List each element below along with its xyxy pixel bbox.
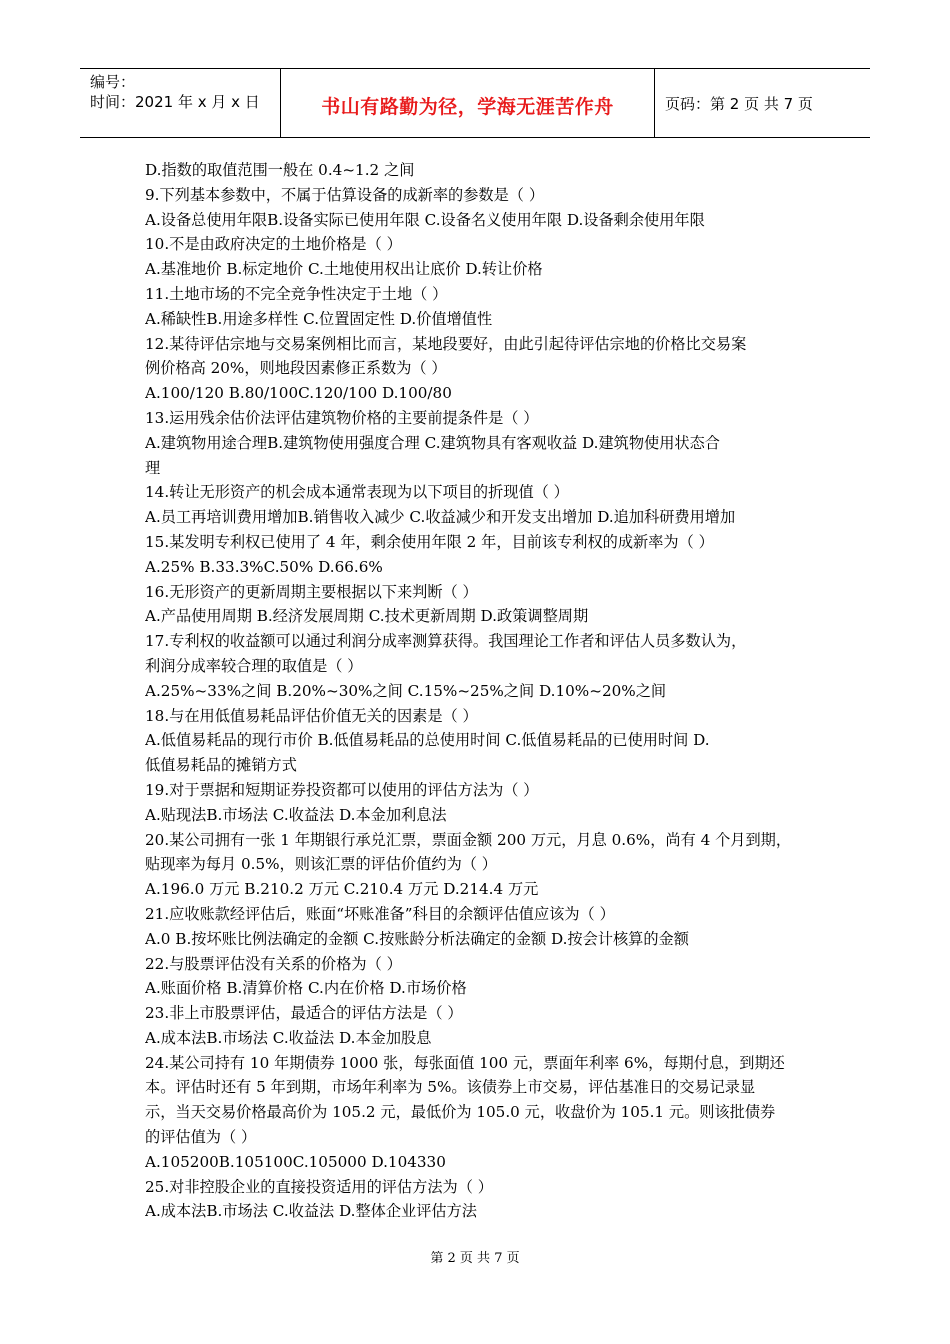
text-line: 19.对于票据和短期证券投资都可以使用的评估方法为（ ） (145, 780, 539, 799)
text-line: A.稀缺性B.用途多样性 C.位置固定性 D.价值增值性 (145, 309, 493, 328)
text-line: A.设备总使用年限B.设备实际已使用年限 C.设备名义使用年限 D.设备剩余使用年限 (145, 210, 705, 229)
text-line: A.0 B.按坏账比例法确定的金额 C.按账龄分析法确定的金额 D.按会计核算的金额 (145, 929, 689, 948)
text-line: 低值易耗品的摊销方式 (145, 756, 297, 775)
text-line: A.105200B.105100C.105000 D.104330 (145, 1152, 446, 1171)
exam-question-body (145, 158, 815, 1224)
text-line: 20.某公司拥有一张 1 年期银行承兑汇票，票面金额 200 万元，月息 0.6%，尚有 4 个月到期， (145, 830, 792, 849)
text-line: A.员工再培训费用增加B.销售收入减少 C.收益减少和开发支出增加 D.追加科研费用增加 (145, 508, 736, 527)
text-line: 9.下列基本参数中，不属于估算设备的成新率的参数是（ ） (145, 185, 545, 204)
text-line: 21.应收账款经评估后，账面“坏账准备”科目的余额评估值应该为（ ） (145, 904, 615, 923)
text-line: A.196.0 万元 B.210.2 万元 C.210.4 万元 D.214.4 万元 (145, 880, 539, 899)
text-line: 13.运用残余估价法评估建筑物价格的主要前提条件是（ ） (145, 408, 539, 427)
text-line: 例价格高 20%，则地段因素修正系数为（ ） (145, 359, 447, 378)
text-line: 的评估值为（ ） (145, 1128, 257, 1147)
text-line: 25.对非控股企业的直接投资适用的评估方法为（ ） (145, 1177, 493, 1196)
text-line: A.贴现法B.市场法 C.收益法 D.本金加利息法 (145, 805, 447, 824)
text-line: 17.专利权的收益额可以通过利润分成率测算获得。我国理论工作者和评估人员多数认为， (145, 632, 747, 651)
page-header (80, 68, 870, 138)
text-line: 15.某发明专利权已使用了 4 年，剩余使用年限 2 年，目前该专利权的成新率为（ ） (145, 532, 714, 551)
text-line: 12.某待评估宗地与交易案例相比而言，某地段要好，由此引起待评估宗地的价格比交易案 (145, 334, 747, 353)
text-line: 18.与在用低值易耗品评估价值无关的因素是（ ） (145, 706, 478, 725)
document-date-label: 时间：2021 年 x 月 x 日 (90, 93, 260, 111)
text-line: A.成本法B.市场法 C.收益法 D.本金加股息 (145, 1028, 432, 1047)
text-line: A.账面价格 B.清算价格 C.内在价格 D.市场价格 (145, 979, 467, 998)
document-number-label: 编号： (90, 73, 136, 91)
text-line: D.指数的取值范围一般在 0.4~1.2 之间 (145, 161, 415, 179)
text-line: 22.与股票评估没有关系的价格为（ ） (145, 954, 402, 973)
header-page-info: 页码：第 2 页 共 7 页 (665, 95, 813, 113)
header-right-cell (655, 69, 870, 137)
text-line: A.建筑物用途合理B.建筑物使用强度合理 C.建筑物具有客观收益 D.建筑物使用状态合 (145, 433, 720, 452)
text-line: A.成本法B.市场法 C.收益法 D.整体企业评估方法 (145, 1202, 477, 1221)
text-line: 示，当天交易价格最高价为 105.2 元，最低价为 105.0 元，收盘价为 105.1 元。则该批债券 (145, 1103, 776, 1122)
text-line: 14.转让无形资产的机会成本通常表现为以下项目的折现值（ ） (145, 483, 569, 502)
text-line: A.低值易耗品的现行市价 B.低值易耗品的总使用时间 C.低值易耗品的已使用时间 D. (145, 731, 710, 750)
text-line: 理 (145, 458, 161, 477)
text-line: 11.土地市场的不完全竞争性决定于土地（ ） (145, 284, 448, 303)
text-line: A.25%~33%之间 B.20%~30%之间 C.15%~25%之间 D.10%~20%之间 (145, 681, 667, 700)
header-left-cell (80, 69, 281, 137)
text-line: 23.非上市股票评估，最适合的评估方法是（ ） (145, 1004, 463, 1023)
text-line: 24.某公司持有 10 年期债券 1000 张，每张面值 100 元，票面年利率 6%，每期付息，到期还 (145, 1053, 785, 1072)
text-line: A.产品使用周期 B.经济发展周期 C.技术更新周期 D.政策调整周期 (145, 607, 589, 626)
text-line: 利润分成率较合理的取值是（ ） (145, 656, 363, 675)
text-line: A.基准地价 B.标定地价 C.土地使用权出让底价 D.转让价格 (145, 260, 543, 279)
text-line: 10.不是由政府决定的土地价格是（ ） (145, 235, 402, 254)
text-line: A.25% B.33.3%C.50% D.66.6% (145, 557, 383, 576)
text-line: 本。评估时还有 5 年到期，市场年利率为 5%。该债券上市交易，评估基准日的交易记录显 (145, 1078, 756, 1097)
header-middle-cell (281, 69, 655, 137)
page-footer: 第 2 页 共 7 页 (430, 1251, 520, 1266)
header-motto: 书山有路勤为径，学海无涯苦作舟 (321, 96, 614, 118)
text-line: A.100/120 B.80/100C.120/100 D.100/80 (145, 384, 452, 403)
text-line: 贴现率为每月 0.5%，则该汇票的评估价值约为（ ） (145, 855, 497, 874)
text-line: 16.无形资产的更新周期主要根据以下来判断（ ） (145, 582, 478, 601)
